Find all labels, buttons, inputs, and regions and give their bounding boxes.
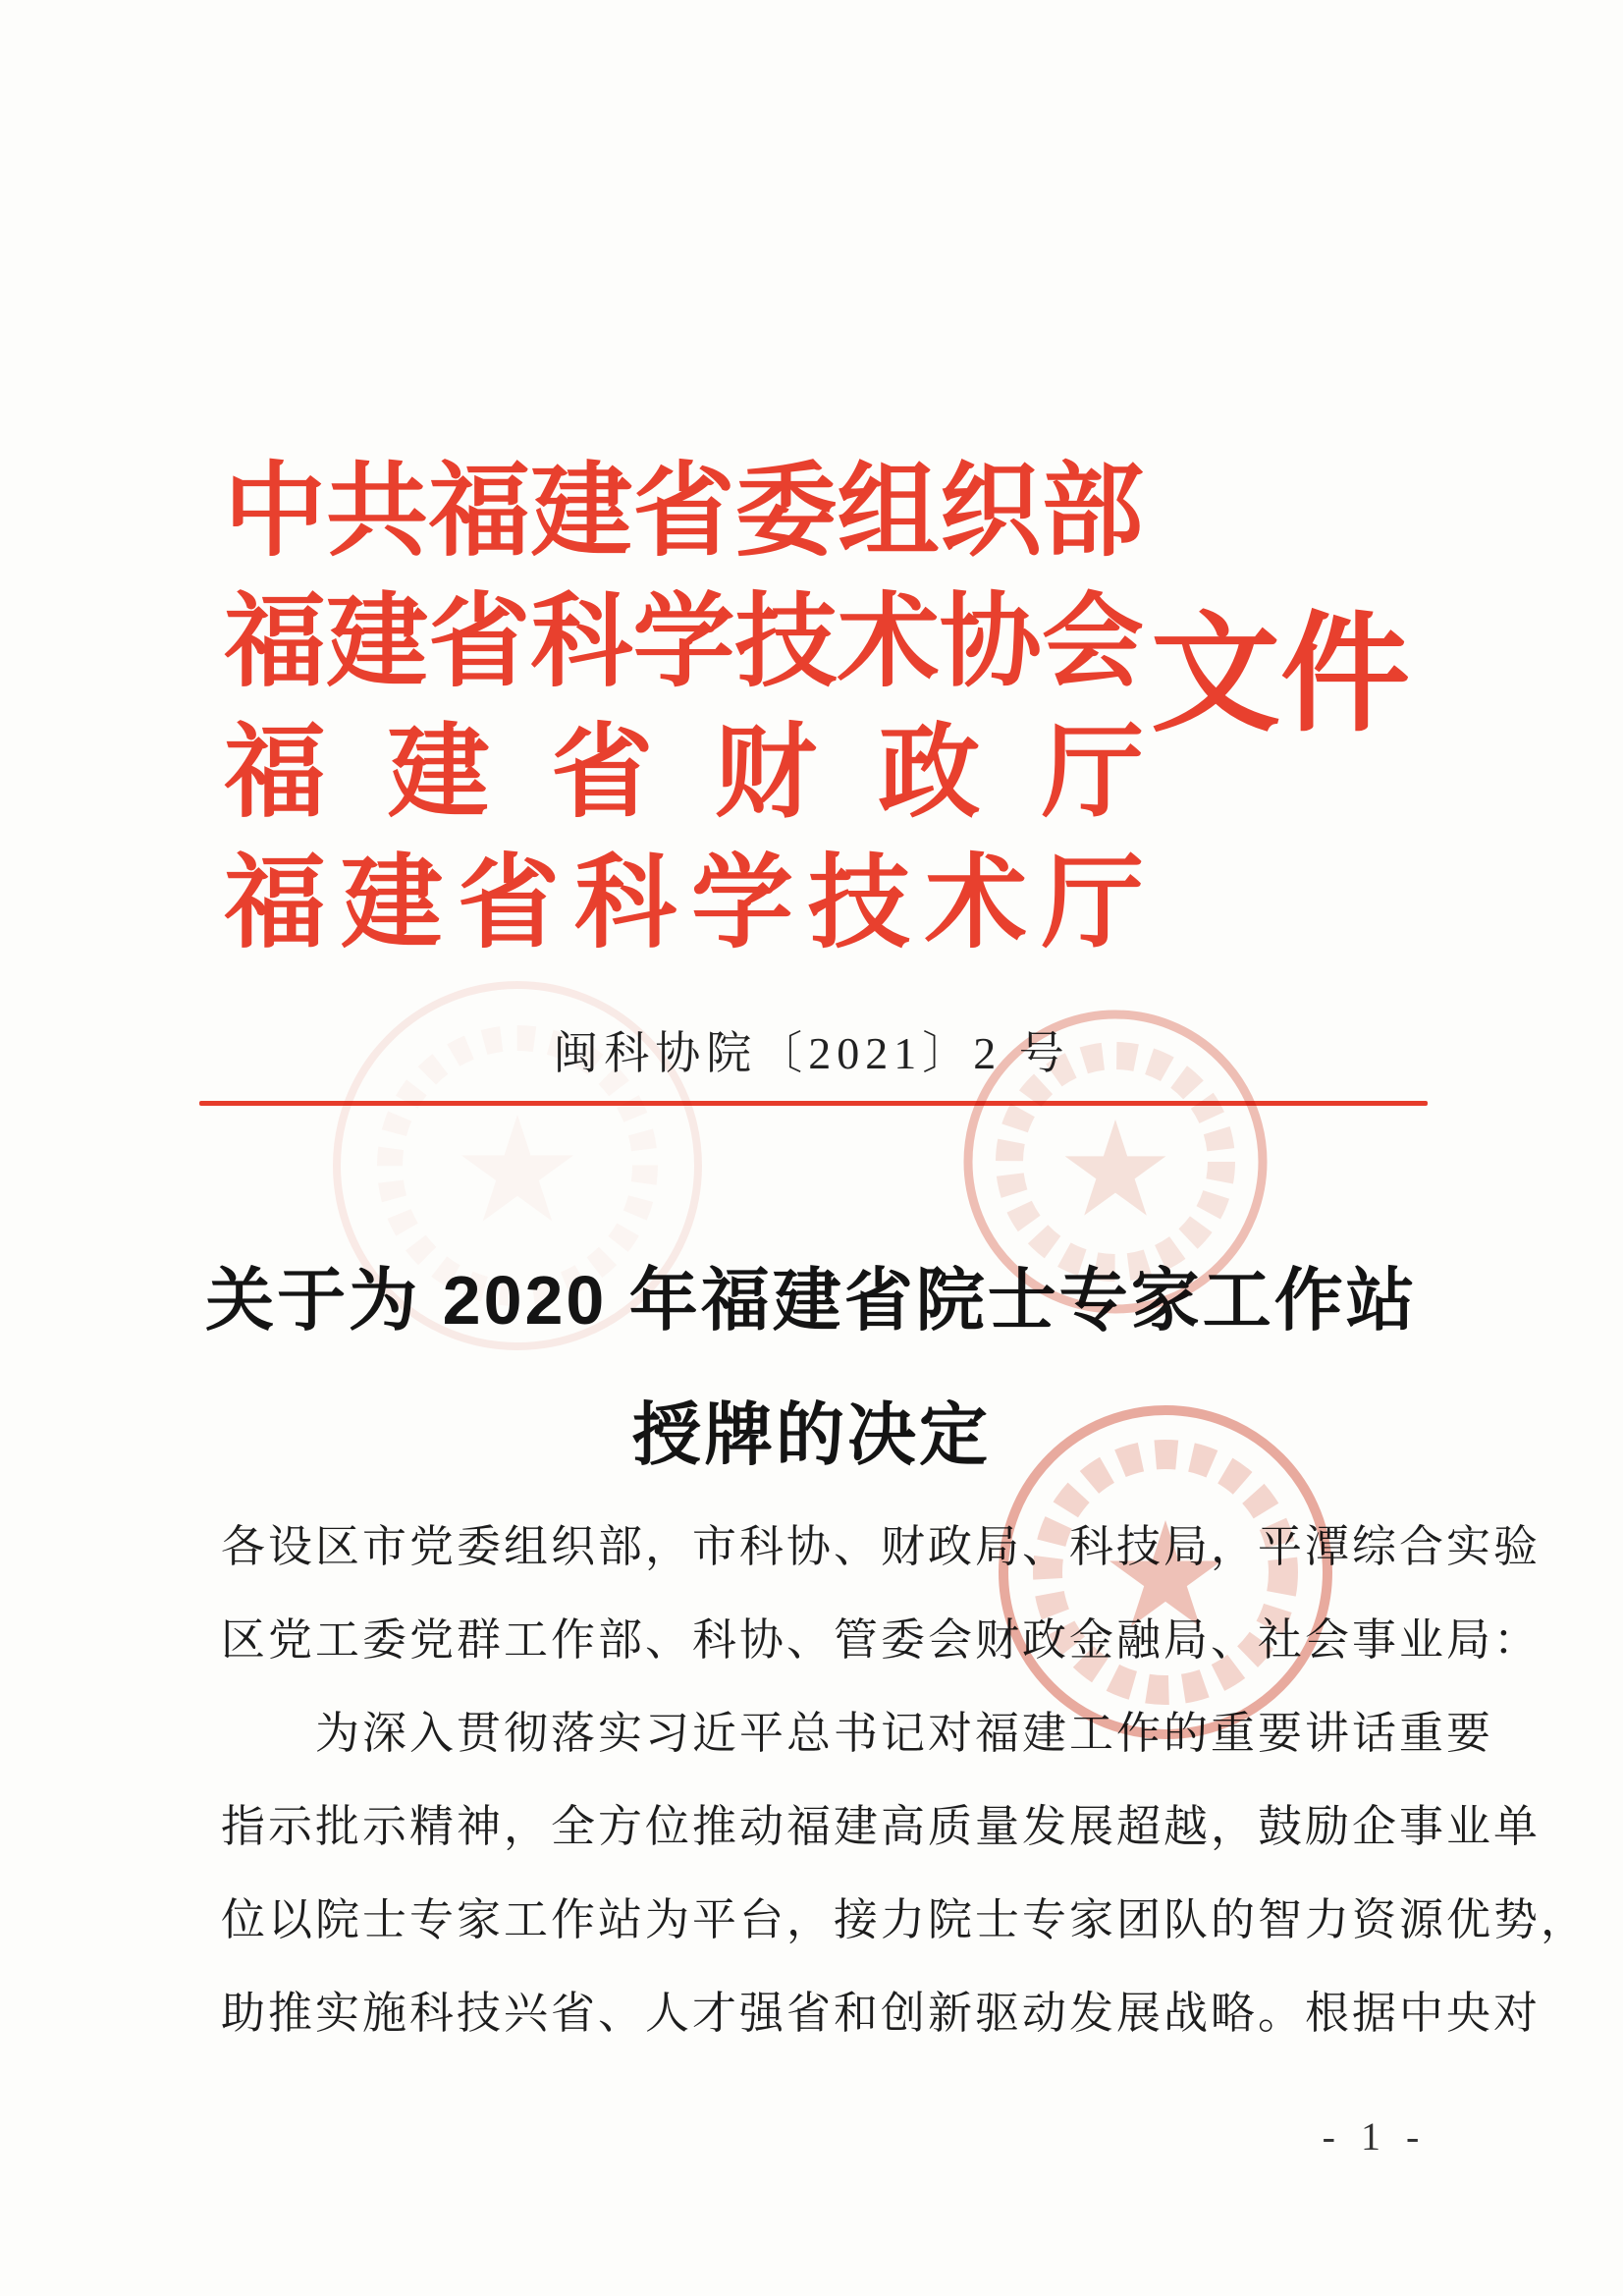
body-text	[221, 1501, 1589, 2060]
body-line: 为深入贯彻落实习近平总书记对福建工作的重要讲话重要	[221, 1709, 1494, 1758]
document-title	[0, 1233, 1623, 1503]
doc-number: 闽科协院〔2021〕2 号	[553, 1028, 1070, 1078]
issuer-name-line: 福 建 省 科 学 技 术 厅	[224, 847, 1144, 960]
body-line: 各设区市党委组织部，市科协、财政局、科技局，平潭综合实验	[221, 1522, 1542, 1571]
letterhead	[224, 447, 1144, 969]
body-line: 助推实施科技兴省、人才强省和创新驱动发展战略。根据中央对	[221, 1989, 1542, 2038]
red-separator-line	[199, 1101, 1428, 1106]
doc-type-label: 文 件	[1151, 603, 1410, 747]
issuer-name-line: 福 建 省 财 政 厅	[224, 717, 1144, 830]
body-line: 区党工委党群工作部、科协、管委会财政金融局、社会事业局：	[221, 1615, 1542, 1665]
body-line: 指示批示精神，全方位推动福建高质量发展超越，鼓励企事业单	[221, 1802, 1542, 1851]
title-line: 关于为 2020 年福建省院士专家工作站	[205, 1262, 1418, 1339]
issuer-name-line: 中 共 福 建 省 委 组 织 部	[224, 456, 1144, 569]
title-line: 授牌的决定	[632, 1396, 991, 1473]
page-number: - 1 -	[1322, 2114, 1428, 2159]
seal-star-icon	[1065, 1120, 1166, 1216]
body-line: 位以院士专家工作站为平台，接力院士专家团队的智力资源优势，	[221, 1895, 1589, 1944]
seal-star-icon	[461, 1115, 573, 1222]
issuer-name-line: 福 建 省 科 学 技 术 协 会	[224, 586, 1144, 699]
